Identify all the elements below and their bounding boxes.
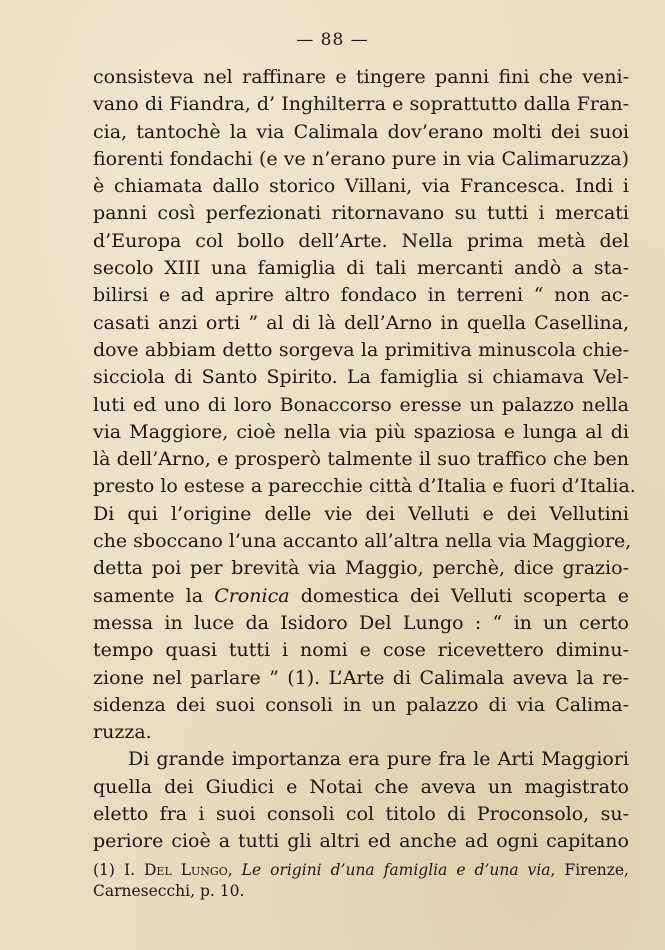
text-line: d’Europa col bollo dell’Arte. Nella prima metà del	[93, 229, 629, 252]
text-line: casati anzi orti ” al di là dell’Arno in quella Casellina,	[93, 311, 629, 334]
text-line: secolo XIII una famiglia di tali mercanti andò a sta-	[93, 257, 629, 280]
text-segment: domestica dei Velluti scoperta e	[289, 584, 629, 607]
footnote-comma: ,	[227, 861, 242, 879]
text-line: tempo quasi tutti i nomi e cose ricevettero diminu-	[93, 639, 629, 662]
paragraph-1	[93, 64, 636, 746]
text-line: messa in luce da Isidoro Del Lungo : “ in un certo	[93, 611, 629, 634]
footnote-line-2: Carnesecchi, p. 10.	[93, 882, 245, 900]
text-line: sidenza dei suoi consoli in un palazzo di via Calima-	[93, 693, 629, 716]
text-line: panni così perfezionati ritornavano su tutti i mercati	[93, 202, 629, 225]
text-line: dove abbiam detto sorgeva la primitiva minuscola chie-	[93, 338, 629, 361]
footnote-marker: (1) I.	[93, 861, 144, 879]
body-text	[93, 64, 636, 856]
text-line: sicciola di Santo Spirito. La famiglia si chiamava Vel-	[93, 366, 629, 389]
text-line: zione nel parlare ” (1). L’Arte di Calimala aveva la re-	[93, 666, 629, 689]
text-line: fiorenti fondachi (e ve n’erano pure in via Calimaruzza)	[93, 147, 629, 170]
text-line: eletto fra i suoi consoli col titolo di Proconsolo, su-	[93, 803, 629, 826]
text-line: è chiamata dallo storico Villani, via Francesca. Indi i	[93, 175, 629, 198]
text-line-with-italic	[93, 583, 629, 610]
text-line: via Maggiore, cioè nella via più spaziosa e lunga al di	[93, 420, 629, 443]
footnote-place: , Firenze,	[550, 861, 629, 879]
text-line: vano di Fiandra, d’ Inghilterra e soprattutto dalla Fran-	[93, 93, 629, 116]
text-line: cia, tantochè la via Calimala dov’erano molti dei suoi	[93, 120, 629, 143]
footnote-author: Del Lungo	[143, 861, 228, 879]
text-line: che sboccano l’una accanto all’altra nella via Maggiore,	[93, 530, 632, 553]
footnote	[93, 860, 629, 902]
text-line: là dell’Arno, e prosperò talmente il suo traffico che ben	[93, 448, 629, 471]
text-line: presto lo estese a parecchie città d’Italia e fuori d’Italia.	[93, 475, 636, 498]
italic-title: Cronica	[214, 584, 290, 607]
text-line: quella dei Giudici e Notai che aveva un magistrato	[93, 775, 629, 798]
text-line: Di qui l’origine delle vie dei Velluti e dei Vellutini	[93, 502, 629, 525]
text-line: Di grande importanza era pure fra le Arti Maggiori	[128, 748, 629, 771]
footnote-line-1	[93, 860, 629, 881]
text-line: ruzza.	[93, 721, 152, 744]
text-line: detta poi per brevità via Maggio, perchè, dice grazio-	[93, 557, 629, 580]
text-segment: samente la	[93, 584, 215, 607]
text-line: consisteva nel raffinare e tingere panni fini che veni-	[93, 66, 629, 88]
footnote-title: Le origini d’una famiglia e d’una via	[241, 861, 551, 879]
paragraph-2	[93, 746, 629, 855]
text-line: luti ed uno di loro Bonaccorso eresse un palazzo nella	[93, 393, 629, 416]
text-line: bilirsi e ad aprire altro fondaco in terreni “ non ac-	[93, 284, 629, 307]
page-number: — 88 —	[296, 30, 369, 50]
text-line: periore cioè a tutti gli altri ed anche ad ogni capitano	[93, 830, 629, 853]
